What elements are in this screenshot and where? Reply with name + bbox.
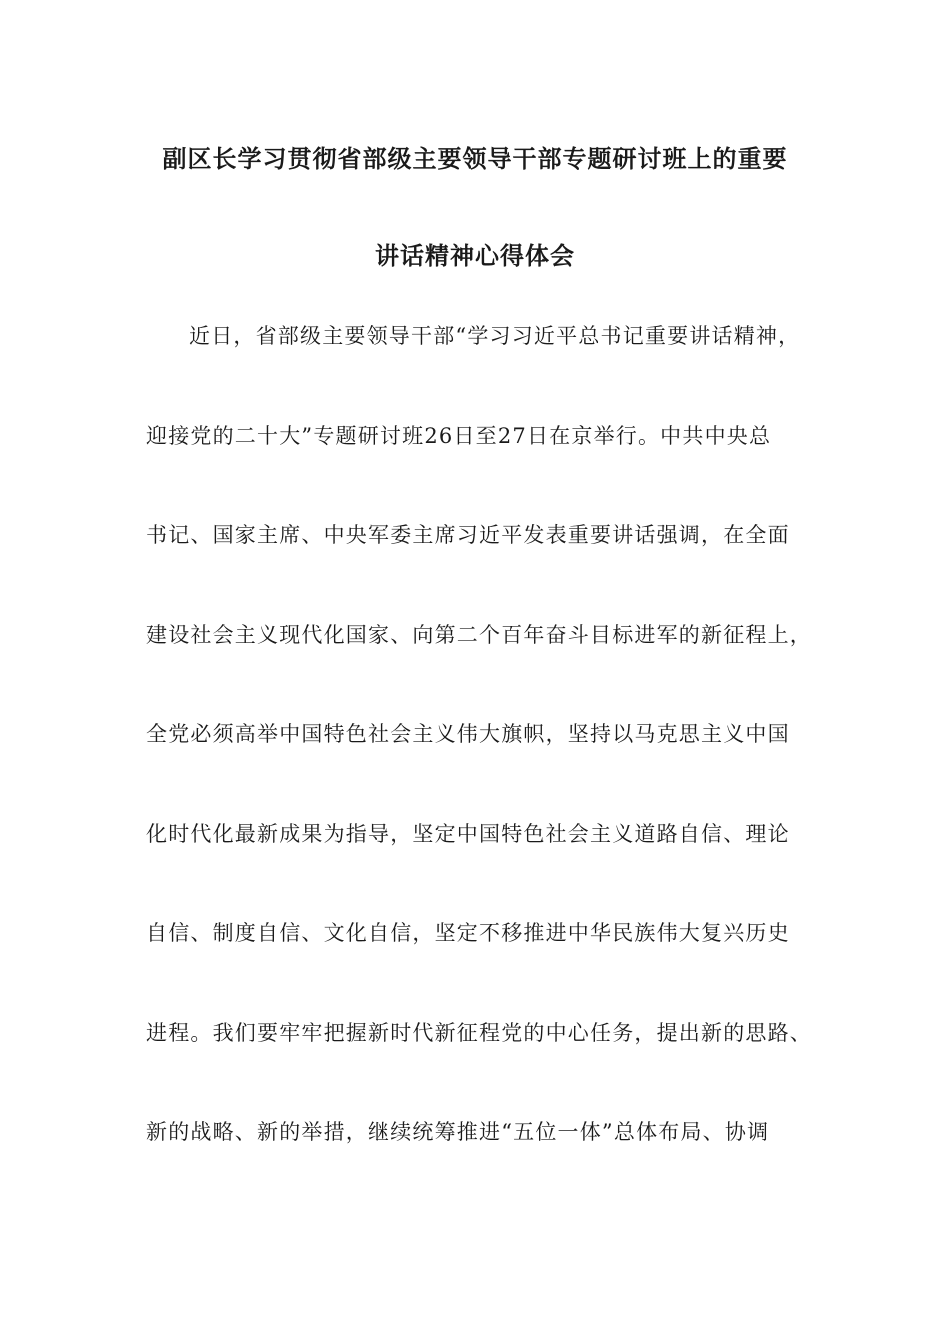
body-line-2: 迎接党的二十大”专题研讨班26日至27日在京举行。中共中央总	[146, 424, 772, 448]
body-line-9: 新的战略、新的举措，继续统筹推进“五位一体”总体布局、协调	[146, 1120, 770, 1144]
body-line-3: 书记、国家主席、中央军委主席习近平发表重要讲话强调，在全面	[146, 523, 790, 547]
body-line-5: 全党必须高举中国特色社会主义伟大旗帜，坚持以马克思主义中国	[146, 722, 790, 746]
document-title-line-1: 副区长学习贯彻省部级主要领导干部专题研讨班上的重要	[162, 144, 788, 173]
body-line-1: 近日，省部级主要领导干部“学习习近平总书记重要讲话精神，	[189, 324, 801, 348]
body-line-7: 自信、制度自信、文化自信，坚定不移推进中华民族伟大复兴历史	[146, 921, 790, 945]
body-line-6: 化时代化最新成果为指导，坚定中国特色社会主义道路自信、理论	[146, 822, 790, 846]
body-line-4: 建设社会主义现代化国家、向第二个百年奋斗目标进军的新征程上，	[146, 623, 812, 647]
body-line-8: 进程。我们要牢牢把握新时代新征程党的中心任务，提出新的思路、	[146, 1021, 812, 1045]
document-title-line-2: 讲话精神心得体会	[375, 241, 575, 270]
